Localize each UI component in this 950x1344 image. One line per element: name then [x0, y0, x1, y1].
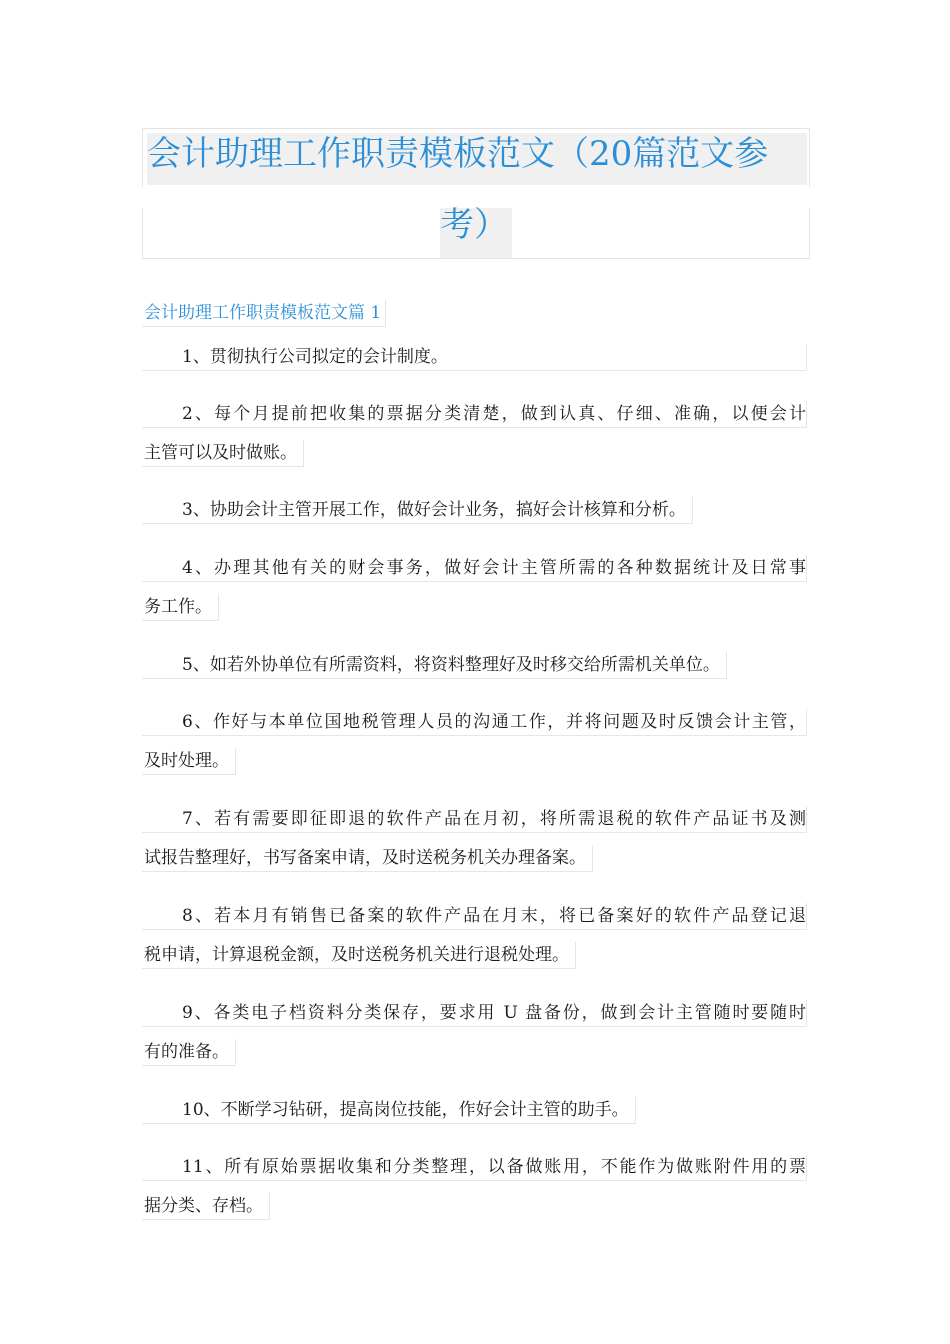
paragraph-line: 试报告整理好，书写备案申请，及时送税务机关办理备案。 [142, 845, 593, 872]
paragraph-line: 主管可以及时做账。 [142, 440, 304, 467]
paragraph-line: 务工作。 [142, 594, 219, 621]
paragraph-line: 9、各类电子档资料分类保存，要求用 U 盘备份，做到会计主管随时要随时 [142, 1000, 807, 1027]
paragraph-line: 及时处理。 [142, 748, 236, 775]
paragraph-line: 2、每个月提前把收集的票据分类清楚，做到认真、仔细、准确，以便会计 [142, 401, 807, 428]
paragraph-line: 8、若本月有销售已备案的软件产品在月末，将已备案好的软件产品登记退 [142, 903, 807, 930]
paragraph-line: 1、贯彻执行公司拟定的会计制度。 [142, 344, 807, 371]
paragraph-line: 10、不断学习钻研，提高岗位技能，作好会计主管的助手。 [142, 1097, 636, 1124]
document-title-text: 会计助理工作职责模板范文（20篇范文参 [147, 134, 769, 174]
paragraph-line: 7、若有需要即征即退的软件产品在月初，将所需退税的软件产品证书及测 [142, 806, 807, 833]
paragraph-line: 6、作好与本单位国地税管理人员的沟通工作，并将问题及时反馈会计主管， [142, 709, 807, 736]
paragraph-line: 3、协助会计主管开展工作，做好会计业务，搞好会计核算和分析。 [142, 497, 693, 524]
document-title-line-2 [142, 205, 810, 259]
paragraph-line: 据分类、存档。 [142, 1193, 270, 1220]
paragraph-line: 税申请，计算退税金额，及时送税务机关进行退税处理。 [142, 942, 576, 969]
paragraph-line: 5、如若外协单位有所需资料，将资料整理好及时移交给所需机关单位。 [142, 652, 727, 679]
document-title-text: 考） [440, 205, 508, 245]
section-heading: 会计助理工作职责模板范文篇 1 [142, 300, 386, 327]
paragraph-line: 有的准备。 [142, 1039, 236, 1066]
paragraph-line: 11、所有原始票据收集和分类整理，以备做账用，不能作为做账附件用的票 [142, 1154, 807, 1181]
paragraph-line: 4、办理其他有关的财会事务，做好会计主管所需的各种数据统计及日常事 [142, 555, 807, 582]
document-title-line-1 [142, 128, 810, 187]
